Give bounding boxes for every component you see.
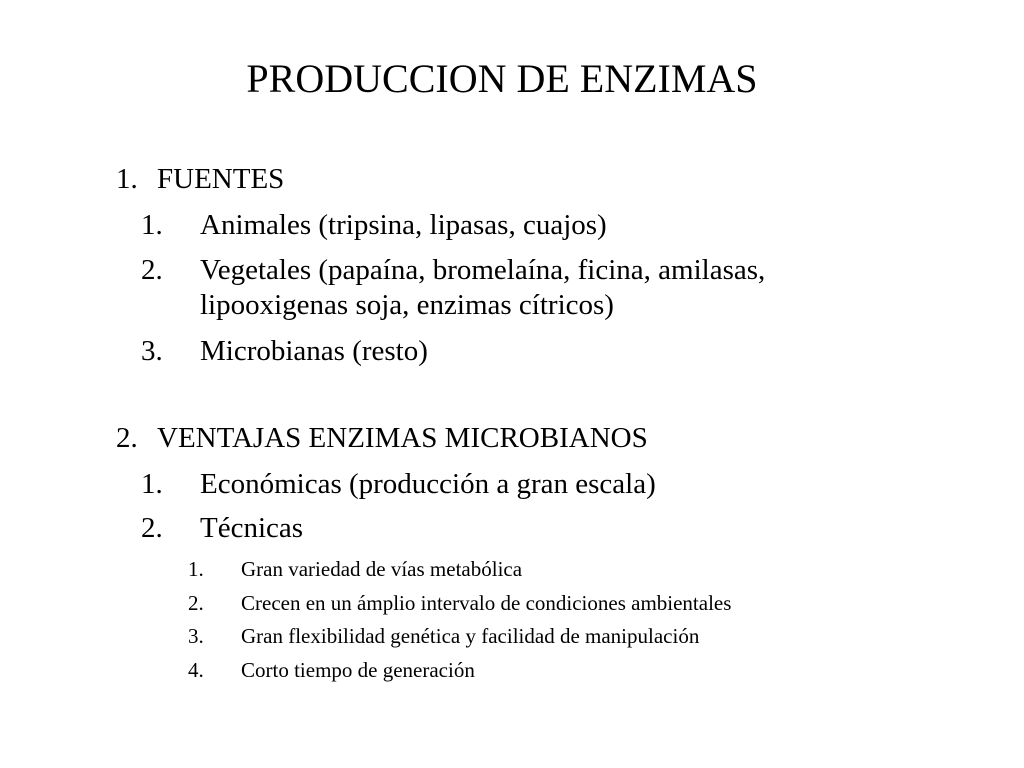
item-number: 2. xyxy=(141,512,163,544)
section-number: 2. xyxy=(116,422,138,454)
item-number: 1. xyxy=(141,209,163,241)
section-heading: FUENTES xyxy=(157,163,285,195)
item-text: Económicas (producción a gran escala) xyxy=(200,468,656,500)
item-text: Microbianas (resto) xyxy=(200,335,428,367)
subitem-number: 2. xyxy=(188,591,204,615)
section-heading: VENTAJAS ENZIMAS MICROBIANOS xyxy=(157,422,648,454)
subitem-text: Crecen en un ámplio intervalo de condiciones ambientales xyxy=(241,591,732,615)
item-text: Vegetales (papaína, bromelaína, ficina, amilasas, xyxy=(200,254,766,286)
subitem-text: Corto tiempo de generación xyxy=(241,658,475,682)
item-text: Técnicas xyxy=(200,512,304,544)
item-text: lipooxigenas soja, enzimas cítricos) xyxy=(200,289,614,321)
item-number: 1. xyxy=(141,468,163,500)
subitem-text: Gran variedad de vías metabólica xyxy=(241,557,523,581)
slide-title: PRODUCCION DE ENZIMAS xyxy=(246,56,758,101)
item-text: Animales (tripsina, lipasas, cuajos) xyxy=(200,209,607,241)
item-number: 3. xyxy=(141,335,163,367)
subitem-number: 3. xyxy=(188,624,204,648)
subitem-text: Gran flexibilidad genética y facilidad de manipulación xyxy=(241,624,700,648)
subitem-number: 4. xyxy=(188,658,204,682)
item-number: 2. xyxy=(141,254,163,286)
section-number: 1. xyxy=(116,163,138,195)
subitem-number: 1. xyxy=(188,557,204,581)
